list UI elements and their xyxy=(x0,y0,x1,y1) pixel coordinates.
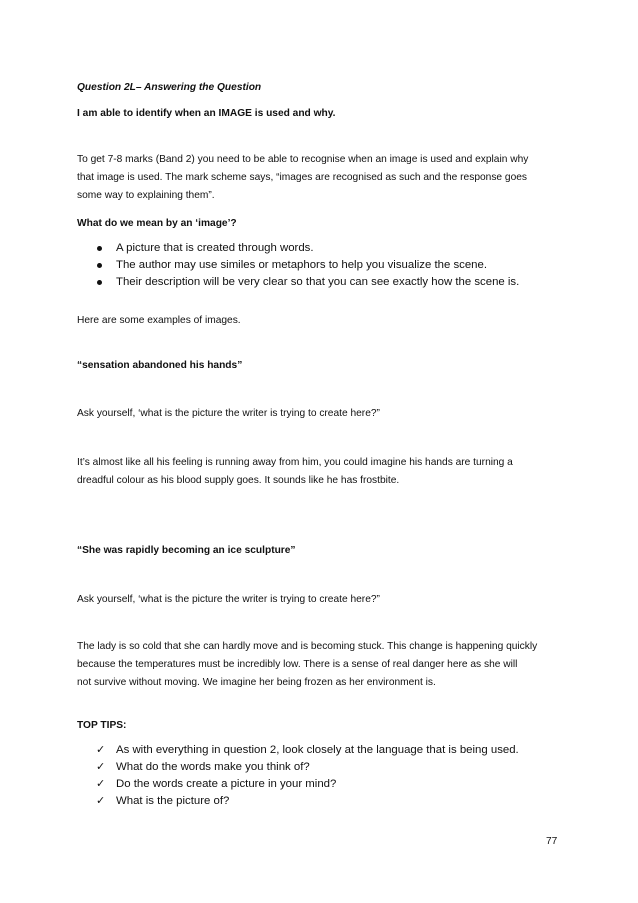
list-item: A picture that is created through words. xyxy=(96,240,566,257)
section-heading: Question 2L– Answering the Question xyxy=(77,82,262,93)
intro-line: that image is used. The mark scheme says, “images are recognised as such and the response goes xyxy=(77,172,527,183)
tips-heading: TOP TIPS: xyxy=(77,720,127,731)
list-item: The author may use similes or metaphors to help you visualize the scene. xyxy=(96,257,566,274)
example-prompt: Ask yourself, ‘what is the picture the writer is trying to create here?” xyxy=(77,408,380,419)
tips-list xyxy=(96,742,566,810)
definition-question: What do we mean by an ‘image’? xyxy=(77,218,237,229)
page-number: 77 xyxy=(546,836,558,847)
list-item: ✓ As with everything in question 2, look closely at the language that is being used. xyxy=(96,742,566,759)
list-item: ✓ Do the words create a picture in your mind? xyxy=(96,776,566,793)
learning-objective: I am able to identify when an IMAGE is used and why. xyxy=(77,108,336,119)
intro-line: To get 7-8 marks (Band 2) you need to be able to recognise when an image is used and explain why xyxy=(77,154,529,165)
answer-line: not survive without moving. We imagine her being frozen as her environment is. xyxy=(77,677,436,688)
intro-line: some way to explaining them”. xyxy=(77,190,215,201)
checkmark-icon: ✓ xyxy=(96,778,106,790)
list-item: ✓ What do the words make you think of? xyxy=(96,759,566,776)
checkmark-icon: ✓ xyxy=(96,761,106,773)
bullet-dot-icon xyxy=(97,280,102,285)
definition-list xyxy=(96,240,566,291)
list-item: Their description will be very clear so that you can see exactly how the scene is. xyxy=(96,274,566,291)
answer-line: because the temperatures must be incredibly low. There is a sense of real danger here as she will xyxy=(77,659,518,670)
checkmark-icon: ✓ xyxy=(96,744,106,756)
example-quote: “sensation abandoned his hands” xyxy=(77,360,243,371)
example-prompt: Ask yourself, ‘what is the picture the writer is trying to create here?” xyxy=(77,594,380,605)
answer-line: It’s almost like all his feeling is running away from him, you could imagine his hands are turning a xyxy=(77,457,513,468)
answer-line: The lady is so cold that she can hardly move and is becoming stuck. This change is happening quickly xyxy=(77,641,538,652)
bullet-dot-icon xyxy=(97,263,102,268)
list-item: ✓ What is the picture of? xyxy=(96,793,566,810)
examples-intro: Here are some examples of images. xyxy=(77,315,241,326)
bullet-dot-icon xyxy=(97,246,102,251)
answer-line: dreadful colour as his blood supply goes. It sounds like he has frostbite. xyxy=(77,475,400,486)
checkmark-icon: ✓ xyxy=(96,795,106,807)
example-quote: “She was rapidly becoming an ice sculpture” xyxy=(77,545,296,556)
